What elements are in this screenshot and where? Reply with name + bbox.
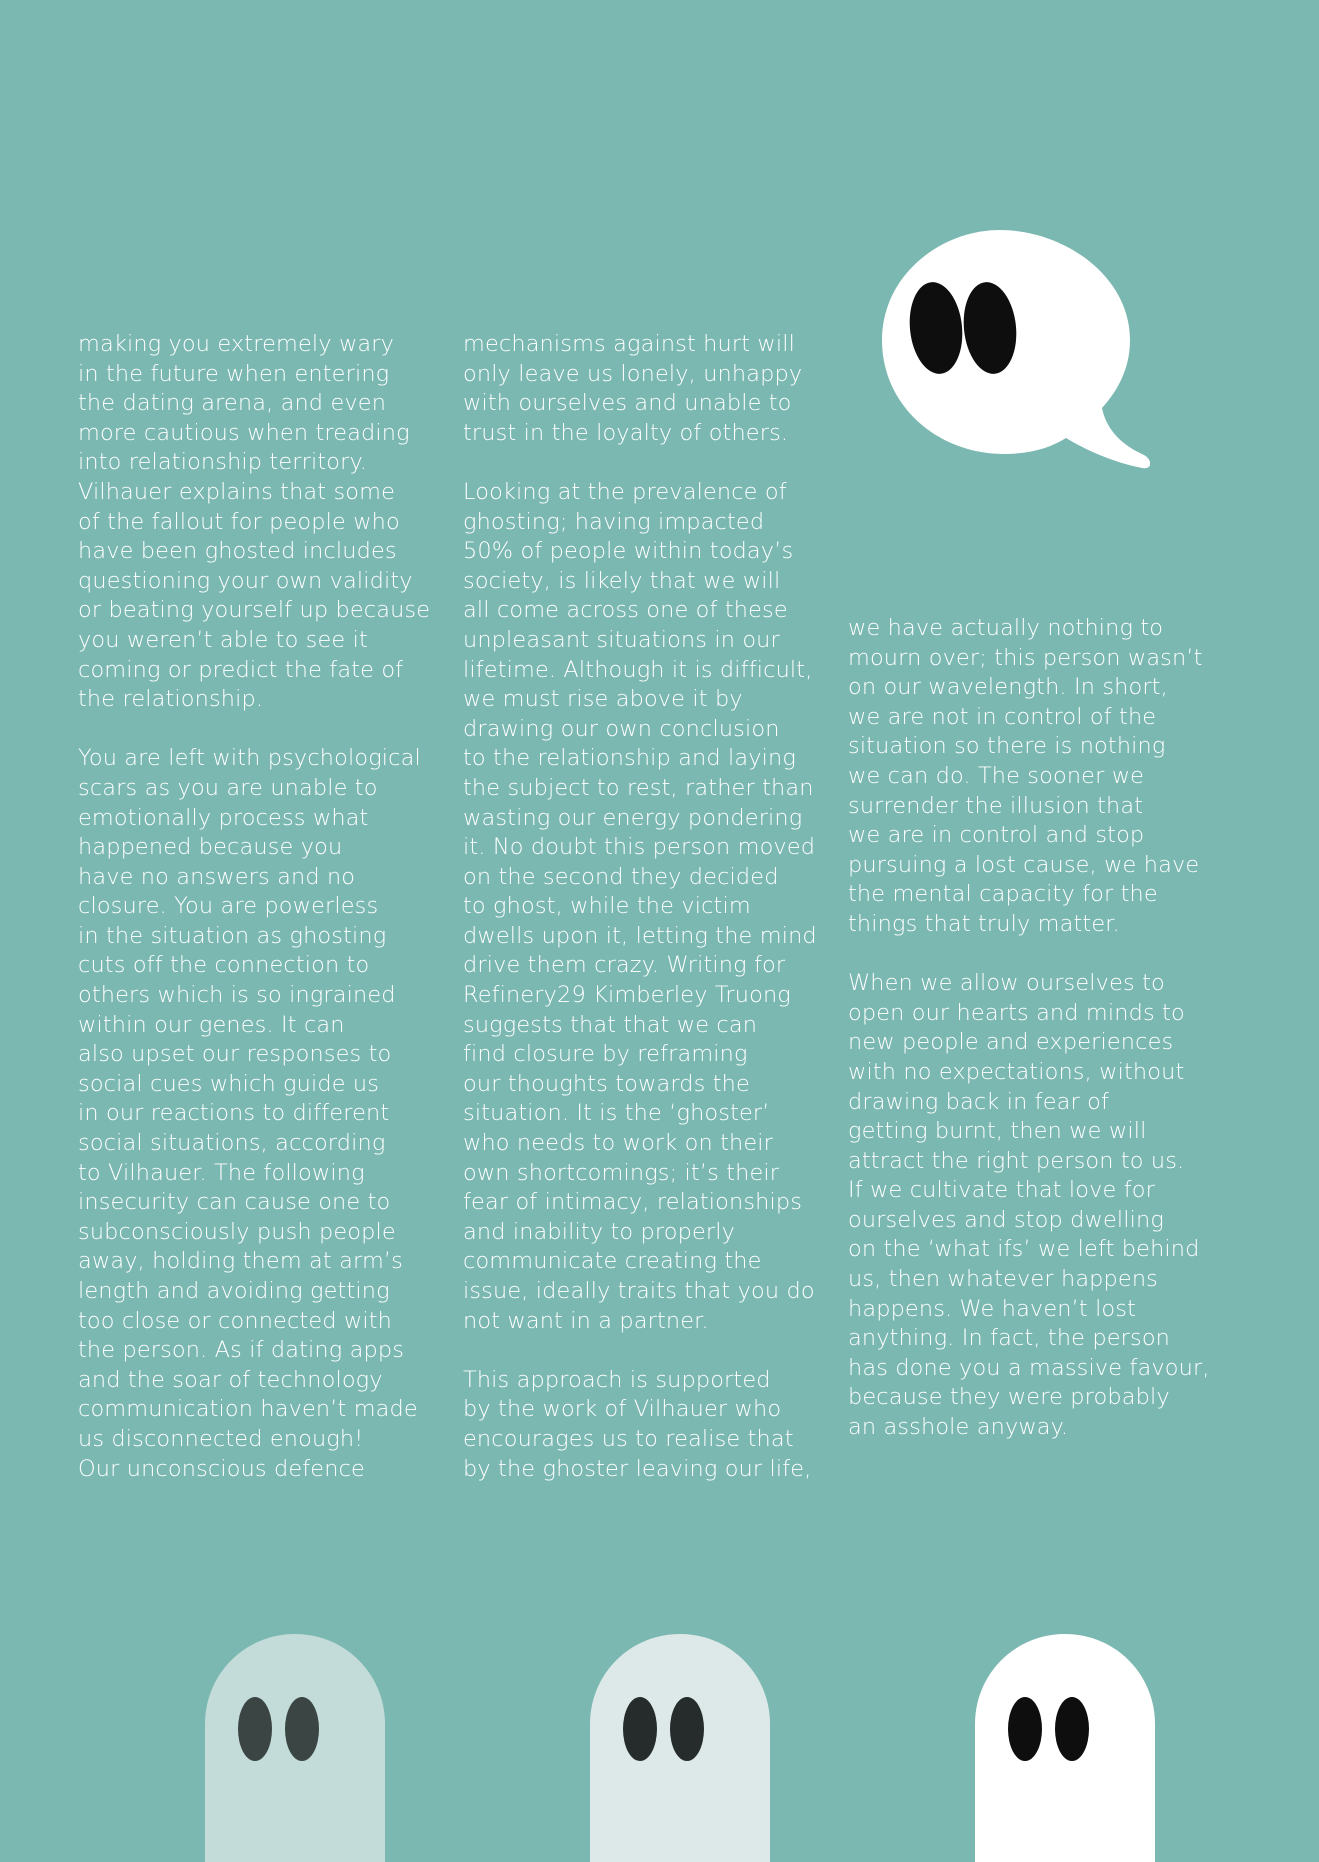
article-text-line: and the soar of technology — [78, 1366, 383, 1393]
article-text-line: all come across one of these — [463, 597, 788, 624]
article-text-line: drawing back in fear of — [848, 1088, 1110, 1115]
article-text-line: social situations, according — [78, 1130, 386, 1157]
article-text-line: own shortcomings; it’s their — [463, 1159, 780, 1186]
article-text-line: with no expectations, without — [848, 1058, 1185, 1085]
article-text-line: open our hearts and minds to — [848, 999, 1185, 1026]
article-text-line: to Vilhauer. The following — [78, 1159, 365, 1186]
speech-bubble-ghost-icon — [880, 228, 1150, 480]
article-text-line: subconsciously push people — [78, 1218, 396, 1245]
article-text-line: the subject to rest, rather than — [463, 774, 814, 801]
article-text-line: in our reactions to different — [78, 1100, 390, 1127]
article-text-line: getting burnt, then we will — [848, 1118, 1147, 1145]
article-text-line: communicate creating the — [463, 1248, 762, 1275]
article-text-line: communication haven’t made — [78, 1396, 418, 1423]
article-text-line: or beating yourself up because — [78, 597, 431, 624]
ghost-left-eye-right — [285, 1697, 319, 1761]
article-text-line: with ourselves and unable to — [463, 390, 792, 417]
article-text-line: anything. In fact, the person — [848, 1325, 1171, 1352]
paragraph-break — [848, 940, 1210, 970]
article-text-line: This approach is supported — [463, 1366, 771, 1393]
article-text-line: has done you a massive favour, — [848, 1354, 1210, 1381]
article-text-line: others which is so ingrained — [78, 982, 396, 1009]
article-text-line: closure. You are powerless — [78, 893, 379, 920]
article-text-line: have been ghosted includes — [78, 538, 397, 565]
article-text-line: us, then whatever happens — [848, 1266, 1158, 1293]
article-text-line: issue, ideally traits that you do — [463, 1278, 815, 1304]
article-text-line: surrender the illusion that — [848, 792, 1144, 819]
article-text-line: on our wavelength. In short, — [848, 674, 1168, 701]
article-text-line: the dating arena, and even — [78, 390, 387, 417]
article-text-line: into relationship territory. — [78, 449, 367, 476]
article-text-line: in the situation as ghosting — [78, 922, 387, 949]
ghost-left-eye-left — [238, 1697, 272, 1761]
article-text-line: Refinery29 Kimberley Truong — [463, 982, 791, 1009]
article-text-line: the person. As if dating apps — [78, 1337, 405, 1364]
article-text-line: drive them crazy. Writing for — [463, 952, 786, 979]
article-text-line: trust in the loyalty of others. — [463, 419, 789, 446]
article-text-line: dwells upon it, letting the mind — [463, 922, 817, 949]
article-text-line: social cues which guide us — [78, 1070, 380, 1097]
article-text-line: happens. We haven’t lost — [848, 1295, 1137, 1322]
article-text-line: too close or connected with — [78, 1307, 393, 1334]
article-text-line: things that truly matter. — [848, 910, 1120, 937]
article-text-line: wasting our energy pondering — [463, 804, 803, 831]
article-text-line: have no answers and no — [78, 863, 356, 890]
article-text-line: it. No doubt this person moved — [463, 834, 816, 861]
article-text-line: more cautious when treading — [78, 419, 410, 446]
article-text-line: making you extremely wary — [78, 331, 395, 357]
article-text-line: situation. It is the ‘ghoster’ — [463, 1100, 770, 1127]
article-text-line: us disconnected enough! — [78, 1425, 364, 1452]
article-text-line: When we allow ourselves to — [848, 970, 1165, 997]
article-text-line: and inability to properly — [463, 1218, 736, 1245]
article-text-line: new people and experiences — [848, 1029, 1174, 1056]
article-text-line: pursuing a lost cause, we have — [848, 851, 1200, 878]
article-text-line: Vilhauer explains that some — [78, 478, 396, 505]
article-text-line: we are in control and stop — [848, 822, 1145, 849]
ghost-icon-right — [975, 1634, 1155, 1862]
article-column-3 — [848, 614, 1210, 1443]
article-text-line: questioning your own validity — [78, 567, 413, 594]
article-text-line: an asshole anyway. — [848, 1414, 1069, 1441]
article-text-line: we are not in control of the — [848, 703, 1157, 730]
article-text-line: drawing our own conclusion — [463, 715, 780, 742]
article-text-line: If we cultivate that love for — [848, 1177, 1155, 1204]
ghost-right-eye-left — [1008, 1697, 1042, 1761]
article-text-line: who needs to work on their — [463, 1130, 774, 1157]
article-text-line: mourn over; this person wasn’t — [848, 644, 1203, 671]
article-text-line: society, is likely that we will — [463, 567, 781, 594]
article-text-line: in the future when entering — [78, 360, 390, 387]
article-text-line: insecurity can cause one to — [78, 1189, 391, 1216]
paragraph-break — [78, 715, 430, 745]
article-text-line: unpleasant situations in our — [463, 626, 780, 653]
article-text-line: only leave us lonely, unhappy — [463, 360, 803, 387]
article-text-line: lifetime. Although it is difficult, — [463, 656, 813, 683]
article-text-line: the relationship. — [78, 686, 264, 713]
article-text-line: by the ghoster leaving our life, — [463, 1455, 812, 1482]
article-text-line: coming or predict the fate of — [78, 656, 404, 683]
article-text-line: we have actually nothing to — [848, 615, 1164, 641]
article-text-line: happened because you — [78, 834, 343, 861]
article-text-line: by the work of Vilhauer who — [463, 1396, 782, 1423]
article-text-line: You are left with psychological — [78, 745, 421, 772]
article-text-line: we can do. The sooner we — [848, 762, 1145, 789]
article-text-line: to ghost, while the victim — [463, 893, 751, 920]
article-text-line: length and avoiding getting — [78, 1278, 390, 1304]
article-text-line: find closure by reframing — [463, 1041, 748, 1068]
article-text-line: away, holding them at arm’s — [78, 1248, 403, 1275]
article-text-line: Looking at the prevalence of — [463, 478, 787, 505]
article-text-line: the mental capacity for the — [848, 881, 1158, 908]
ghost-icon-middle — [590, 1634, 770, 1862]
article-text-line: ghosting; having impacted — [463, 508, 765, 535]
article-column-1 — [78, 330, 430, 1484]
article-text-line: attract the right person to us. — [848, 1147, 1185, 1174]
article-text-line: you weren’t able to see it — [78, 626, 368, 653]
article-text-line: Our unconscious defence — [78, 1455, 365, 1482]
article-text-line: 50% of people within today’s — [463, 538, 794, 565]
article-text-line: on the second they decided — [463, 863, 779, 890]
article-text-line: within our genes. It can — [78, 1011, 345, 1038]
article-text-line: emotionally process what — [78, 804, 369, 831]
article-text-line: scars as you are unable to — [78, 774, 378, 801]
article-text-line: mechanisms against hurt will — [463, 331, 795, 357]
ghost-mid-eye-right — [670, 1697, 704, 1761]
article-text-line: situation so there is nothing — [848, 733, 1166, 760]
ghost-right-eye-right — [1055, 1697, 1089, 1761]
article-text-line: suggests that that we can — [463, 1011, 758, 1038]
article-text-line: encourages us to realise that — [463, 1425, 794, 1452]
article-text-line: our thoughts towards the — [463, 1070, 750, 1097]
paragraph-break — [463, 1336, 817, 1366]
article-text-line: we must rise above it by — [463, 686, 743, 713]
article-text-line: on the ‘what ifs’ we left behind — [848, 1236, 1200, 1263]
article-text-line: ourselves and stop dwelling — [848, 1206, 1164, 1233]
article-text-line: fear of intimacy, relationships — [463, 1189, 803, 1216]
article-text-line: because they were probably — [848, 1384, 1170, 1411]
article-text-line: to the relationship and laying — [463, 745, 796, 772]
article-text-line: of the fallout for people who — [78, 508, 400, 535]
article-text-line: cuts off the connection to — [78, 952, 370, 979]
article-column-2 — [463, 330, 817, 1484]
paragraph-break — [463, 448, 817, 478]
article-text-line: not want in a partner. — [463, 1307, 709, 1334]
ghost-icon-left — [205, 1634, 385, 1862]
article-text-line: also upset our responses to — [78, 1041, 392, 1068]
ghost-mid-eye-left — [623, 1697, 657, 1761]
